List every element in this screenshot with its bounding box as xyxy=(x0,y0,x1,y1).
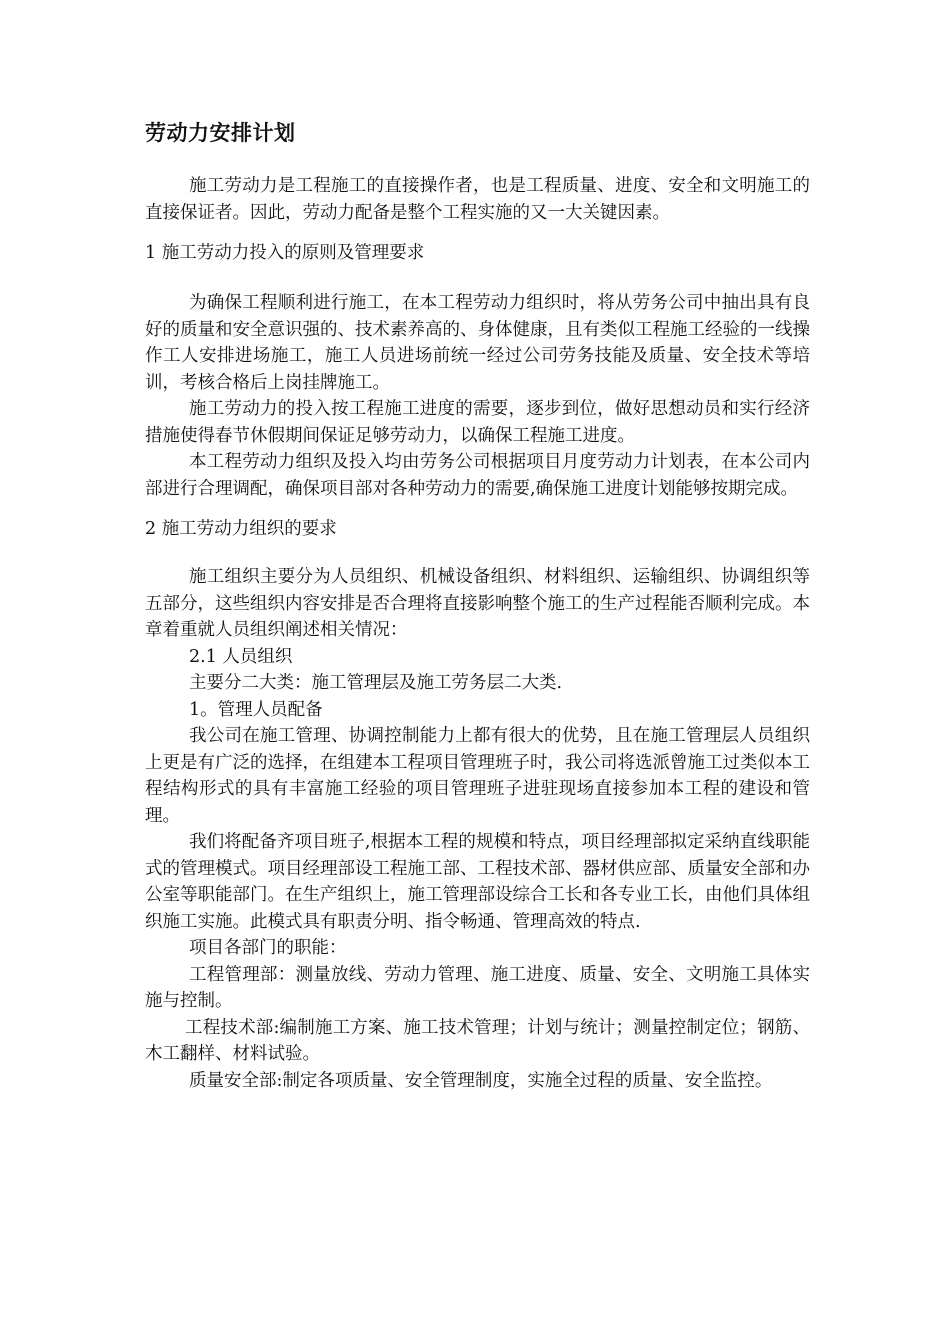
section-2-heading: 2 施工劳动力组织的要求 xyxy=(145,519,337,539)
section-1-heading: 1 施工劳动力投入的原则及管理要求 xyxy=(145,243,425,263)
section-2-paragraph-advantage: 我公司在施工管理、协调控制能力上都有很大的优势，且在施工管理层人员组织上更是有广泛的选择，在组建本工程项目管理班子时，我公司将选派曾施工过类似本工程结构形式的具有丰富施工经验的项目管理班子进驻现场直接参加本工程的建设和管理。 xyxy=(145,726,810,826)
management-staff-heading: 1。管理人员配备 xyxy=(189,699,323,720)
quality-safety-dept: 质量安全部:制定各项质量、安全管理制度，实施全过程的质量、安全监控。 xyxy=(189,1070,773,1091)
document-page xyxy=(145,118,810,1094)
section-2-paragraph-1: 施工组织主要分为人员组织、机械设备组织、材料组织、运输组织、协调组织等五部分，这些组织内容安排是否合理将直接影响整个施工的生产过程能否顺利完成。本章着重就人员组织阐述相关情况： xyxy=(145,567,810,640)
section-1-paragraph-3: 本工程劳动力组织及投入均由劳务公司根据项目月度劳动力计划表，在本公司内部进行合理调配，确保项目部对各种劳动力的需要,确保施工进度计划能够按期完成。 xyxy=(145,452,810,499)
section-1-paragraph-1: 为确保工程顺利进行施工，在本工程劳动力组织时，将从劳务公司中抽出具有良好的质量和安全意识强的、技术素养高的、身体健康，且有类似工程施工经验的一线操作工人安排进场施工，施工人员进场前统一经过公司劳务技能及质量、安全技术等培训，考核合格后上岗挂牌施工。 xyxy=(145,293,810,393)
engineering-technology-dept: 工程技术部:编制施工方案、施工技术管理；计划与统计；测量控制定位；钢筋、木工翻样、材料试验。 xyxy=(145,1017,810,1064)
subsection-2-1-heading: 2.1 人员组织 xyxy=(189,646,293,667)
engineering-management-dept: 工程管理部：测量放线、劳动力管理、施工进度、质量、安全、文明施工具体实施与控制。 xyxy=(145,964,810,1011)
document-title: 劳动力安排计划 xyxy=(145,121,296,145)
section-2-paragraph-structure: 我们将配备齐项目班子,根据本工程的规模和特点，项目经理部拟定采纳直线职能式的管理模式。项目经理部设工程施工部、工程技术部、器材供应部、质量安全部和办公室等职能部门。在生产组织上，施工管理部设综合工长和各专业工长，由他们具体组织施工实施。此模式具有职责分明、指令畅通、管理高效的特点. xyxy=(145,832,810,932)
department-functions-heading: 项目各部门的职能： xyxy=(189,938,347,958)
intro-paragraph: 施工劳动力是工程施工的直接操作者，也是工程质量、进度、安全和文明施工的直接保证者。因此，劳动力配备是整个工程实施的又一大关键因素。 xyxy=(145,176,810,223)
section-2-paragraph-categories: 主要分二大类：施工管理层及施工劳务层二大类. xyxy=(189,673,563,693)
section-1-paragraph-2: 施工劳动力的投入按工程施工进度的需要，逐步到位，做好思想动员和实行经济措施使得春节休假期间保证足够劳动力，以确保工程施工进度。 xyxy=(145,399,810,446)
